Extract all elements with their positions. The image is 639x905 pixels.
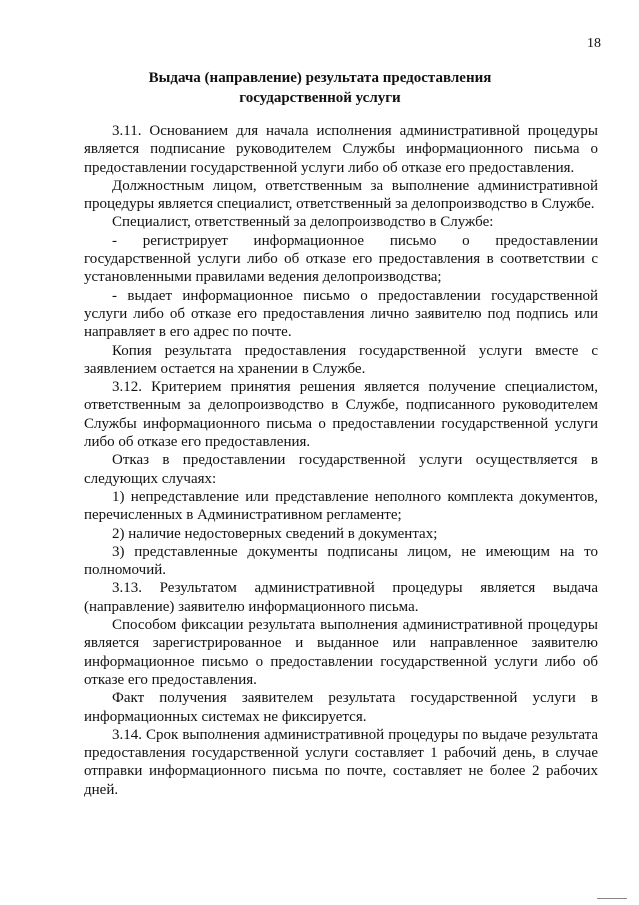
paragraph: 3.14. Срок выполнения административной процедуры по выдаче результата предоставления государственной услуги составляет 1 рабочий день, в случае отправки информационного письма по почте, составляет не более 2 рабочих дней. <box>84 726 598 798</box>
section-heading <box>80 68 560 108</box>
list-item: - выдает информационное письмо о предоставлении государственной услуги либо об отказе его предоставления лично заявителю под подпись или направляет в его адрес по почте. <box>84 287 598 341</box>
paragraph: Должностным лицом, ответственным за выполнение административной процедуры является специалист, ответственный за делопроизводство в Службе. <box>84 177 598 213</box>
list-item: 3) представленные документы подписаны лицом, не имеющим на то полномочий. <box>84 543 598 579</box>
footer-divider <box>597 898 627 899</box>
list-item: 2) наличие недостоверных сведений в документах; <box>112 525 438 542</box>
paragraph: Специалист, ответственный за делопроизводство в Службе: <box>112 214 494 231</box>
paragraph: 3.13. Результатом административной процедуры является выдача (направление) заявителю информационного письма. <box>84 580 598 615</box>
paragraph: Копия результата предоставления государственной услуги вместе с заявлением остается на хранении в Службе. <box>84 342 598 377</box>
paragraph: Способом фиксации результата выполнения административной процедуры является зарегистрированное и выданное или направленное заявителю информационное письмо о предоставлении государственной услуги либо об отказе его предоставления. <box>84 617 598 688</box>
paragraph: 3.12. Критерием принятия решения является получение специалистом, ответственным за делопроизводство в Службе, подписанного руководителем Службы информационного письма о предоставлении государственной услуги либо об отказе его предоставления. <box>84 379 598 451</box>
body-text <box>84 122 598 799</box>
list-item: - регистрирует информационное письмо о предоставлении государственной услуги либо об отказе его предоставления в соответствии с установленными правилами ведения делопроизводства; <box>84 232 598 286</box>
paragraph: 3.11. Основанием для начала исполнения административной процедуры является подписание руководителем Службы информационного письма о предоставлении государственной услуги либо об отказе его предоставления. <box>84 123 598 176</box>
list-item: 1) непредставление или представление неполного комплекта документов, перечисленных в Административном регламенте; <box>84 488 598 524</box>
section-heading-line-2: государственной услуги <box>239 90 401 106</box>
paragraph: Факт получения заявителем результата государственной услуги в информационных системах не фиксируется. <box>84 690 598 725</box>
page-number: 18 <box>587 36 601 51</box>
paragraph: Отказ в предоставлении государственной услуги осуществляется в следующих случаях: <box>84 452 598 487</box>
section-heading-line-1: Выдача (направление) результата предоставления <box>148 70 492 86</box>
